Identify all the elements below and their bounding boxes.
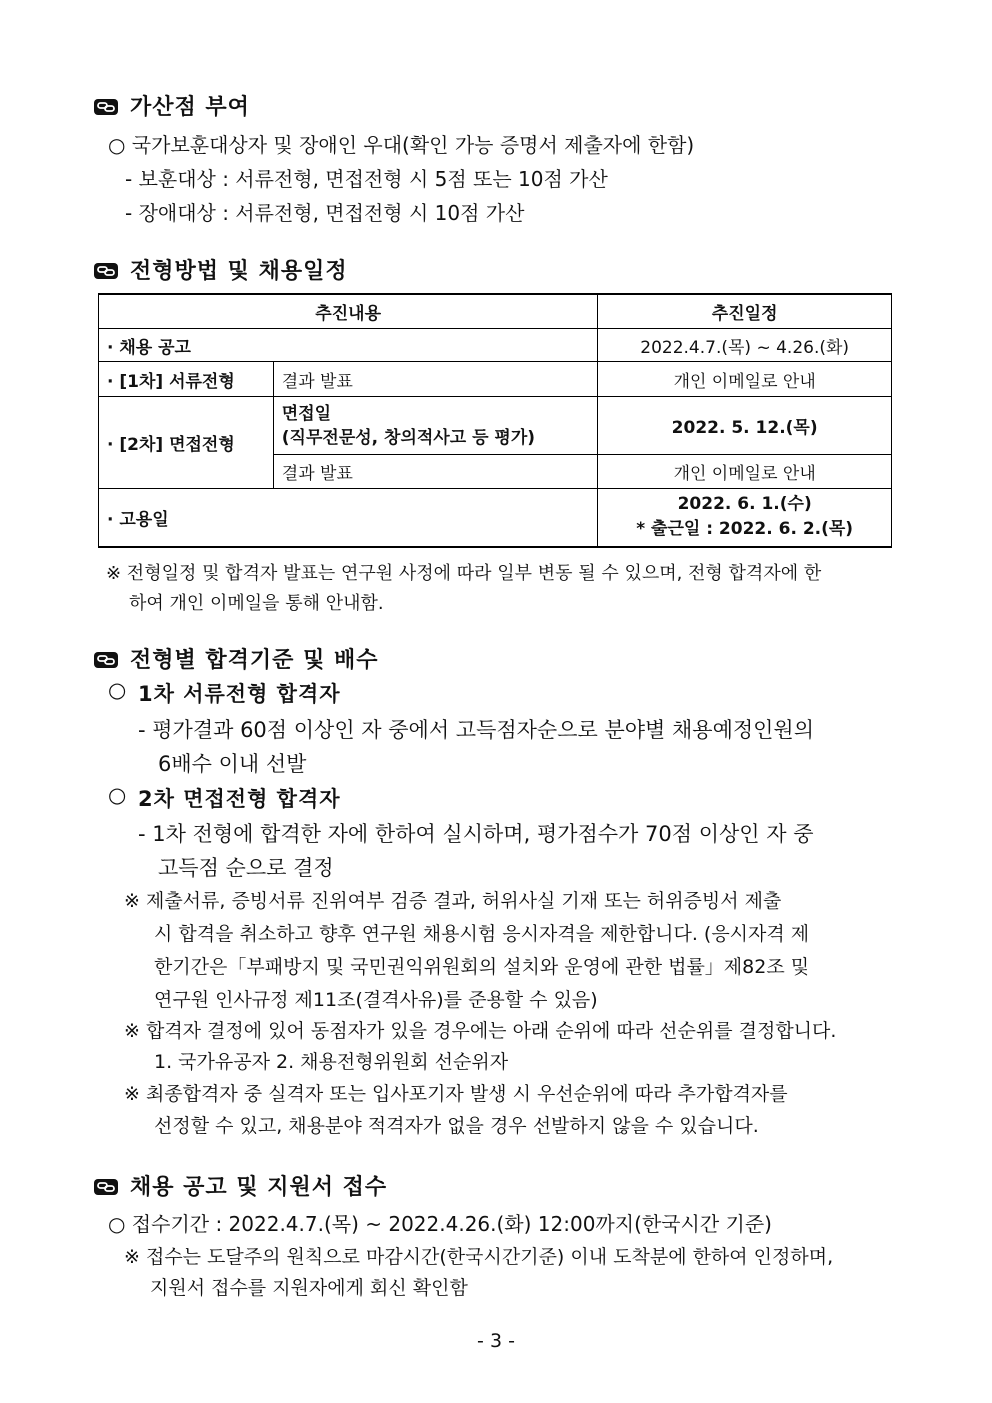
criteria-note: ※ 제출서류, 증빙서류 진위여부 검증 결과, 허위사실 기재 또는 허위증빙서 제출: [124, 890, 782, 912]
section-title-criteria: 전형별 합격기준 및 배수: [130, 648, 379, 673]
section-title-application: 채용 공고 및 지원서 접수: [130, 1175, 388, 1200]
application-note: ※ 접수는 도달주의 원칙으로 마감시간(한국시간기준) 이내 도착분에 한하여 인정하며,: [124, 1246, 834, 1268]
page-number: - 3 -: [477, 1330, 515, 1352]
link-icon: [93, 651, 119, 669]
row-sub: 결과 발표: [273, 362, 598, 397]
bonus-line: - 장애대상 : 서류전형, 면접전형 시 10점 가산: [125, 201, 525, 225]
bonus-line: - 보훈대상 : 서류전형, 면접전형 시 5점 또는 10점 가산: [125, 167, 608, 191]
stage2-bullet: ○: [108, 783, 128, 807]
bonus-line: ○ 국가보훈대상자 및 장애인 우대(확인 가능 증명서 제출자에 한함): [108, 133, 695, 157]
criteria-note: ※ 최종합격자 중 실격자 또는 입사포기자 발생 시 우선순위에 따라 추가합격자를: [124, 1083, 788, 1105]
criteria-note: ※ 합격자 결정에 있어 동점자가 있을 경우에는 아래 순위에 따라 선순위를 결정합니다.: [124, 1020, 837, 1042]
start-date: * 출근일 : 2022. 6. 2.(목): [636, 519, 854, 540]
row-date: 개인 이메일로 안내: [598, 455, 892, 489]
row-date: 개인 이메일로 안내: [598, 362, 892, 397]
application-period: ○ 접수기간 : 2022.4.7.(목) ~ 2022.4.26.(화) 12:00까지(한국시간 기준): [108, 1212, 772, 1236]
link-icon: [93, 262, 119, 280]
criteria-note: 1. 국가유공자 2. 채용전형위원회 선순위자: [154, 1051, 509, 1073]
stage2-text: 고득점 순으로 결정: [158, 856, 334, 880]
section-title-bonus: 가산점 부여: [130, 95, 250, 120]
section-title-schedule: 전형방법 및 채용일정: [130, 259, 348, 284]
row-sub: 결과 발표: [273, 455, 598, 489]
row-date: 2022. 5. 12.(목): [598, 397, 892, 455]
interview-criteria: (직무전문성, 창의적사고 등 평가): [281, 427, 536, 448]
table-header-content: 추진내용: [99, 294, 598, 329]
interview-label: 면접일: [281, 403, 332, 424]
criteria-note: 연구원 인사규정 제11조(결격사유)를 준용할 수 있음): [154, 989, 598, 1011]
application-note: 지원서 접수를 지원자에게 회신 확인함: [150, 1277, 468, 1299]
stage2-text: - 1차 전형에 합격한 자에 한하여 실시하며, 평가점수가 70점 이상인 자 중: [138, 822, 814, 846]
employment-date: 2022. 6. 1.(수): [677, 494, 812, 515]
schedule-note: 하여 개인 이메일을 통해 안내함.: [129, 593, 384, 614]
link-icon: [93, 98, 119, 116]
row-label: · 채용 공고: [99, 329, 598, 362]
row-label: · [1차] 서류전형: [99, 362, 274, 397]
row-label: · [2차] 면접전형: [99, 397, 274, 489]
criteria-note: 시 합격을 취소하고 향후 연구원 채용시험 응시자격을 제한합니다. (응시자격 제: [154, 923, 810, 945]
row-date: 2022.4.7.(목) ~ 4.26.(화): [598, 329, 892, 362]
criteria-note: 한기간은「부패방지 및 국민권익위원회의 설치와 운영에 관한 법률」제82조 및: [154, 956, 810, 978]
link-icon: [93, 1178, 119, 1196]
schedule-table: [98, 293, 892, 548]
row-label: · 고용일: [99, 489, 598, 547]
stage1-text: 6배수 이내 선발: [158, 752, 307, 776]
criteria-note: 선정할 수 있고, 채용분야 적격자가 없을 경우 선발하지 않을 수 있습니다.: [154, 1115, 759, 1137]
stage1-bullet: ○: [108, 678, 128, 702]
table-header-date: 추진일정: [598, 294, 892, 329]
stage1-text: - 평가결과 60점 이상인 자 중에서 고득점자순으로 분야별 채용예정인원의: [138, 718, 814, 742]
stage2-heading: 2차 면접전형 합격자: [138, 787, 341, 811]
row-date-employment: [598, 489, 892, 547]
stage1-heading: 1차 서류전형 합격자: [138, 682, 341, 706]
row-sub-interview: [273, 397, 598, 455]
schedule-note: ※ 전형일정 및 합격자 발표는 연구원 사정에 따라 일부 변동 될 수 있으며, 전형 합격자에 한: [106, 563, 822, 584]
